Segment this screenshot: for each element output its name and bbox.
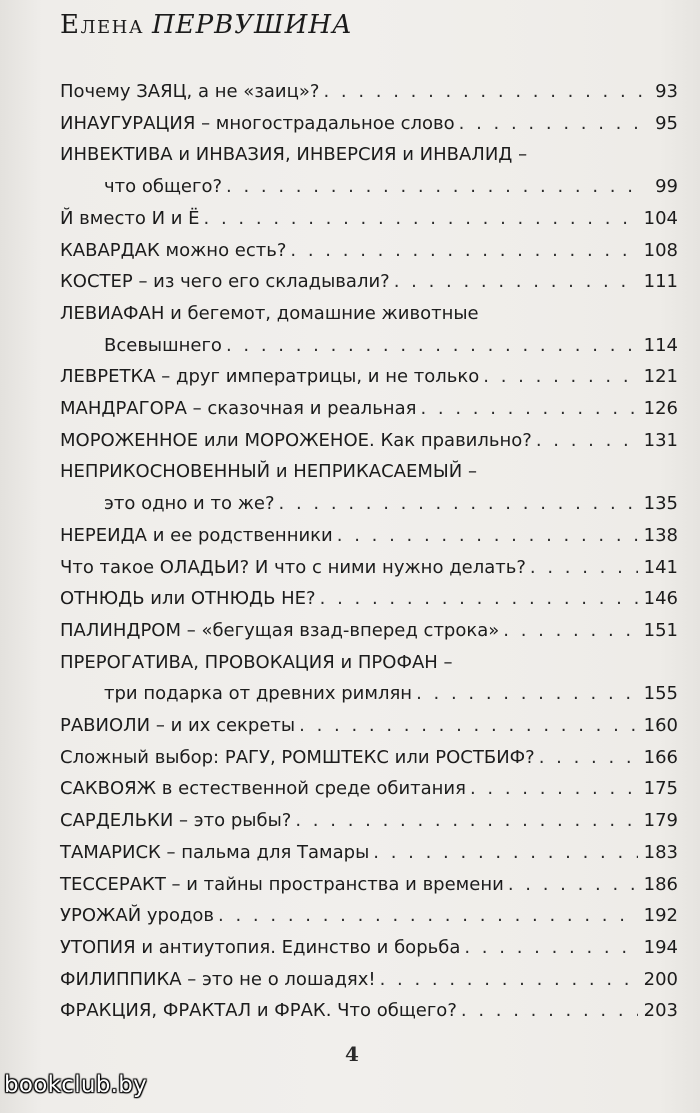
toc-dot-leader [218,900,638,932]
toc-title-line [60,108,678,140]
toc-title-text: Почему ЗАЯЦ, а не «заиц»? [60,81,320,102]
toc-entry [60,647,678,710]
toc-entry [60,266,678,298]
toc-dot-leader [483,361,637,393]
toc-dot-leader [226,330,638,362]
toc-dot-leader [470,773,638,805]
toc-title-line [60,361,678,393]
toc-title-text: Всевышнего [104,334,222,356]
toc-entry [60,552,678,584]
table-of-contents [60,76,678,1027]
toc-title-continuation [60,678,678,710]
toc-dot-leader [508,869,638,901]
toc-page-number: 175 [643,778,678,800]
toc-dot-leader [337,520,638,552]
toc-page-number: 183 [643,841,678,863]
toc-entry [60,456,678,519]
toc-entry [60,139,678,202]
toc-title-text: КАВАРДАК можно есть? [60,239,287,261]
toc-dot-leader [295,805,637,837]
toc-page-number: 99 [655,176,678,198]
toc-title-text: ТЕССЕРАКТ – и тайны пространства и времени [60,873,504,895]
toc-page-number: 200 [643,968,678,990]
toc-title-line [60,266,678,298]
toc-entry [60,837,678,869]
toc-entry [60,108,678,140]
toc-title-text: ИНВЕКТИВА и ИНВАЗИЯ, ИНВЕРСИЯ и ИНВАЛИД – [60,144,528,166]
toc-title-line [60,647,678,679]
toc-title-line [60,393,678,425]
toc-title-text: КОСТЕР – из чего его складывали? [60,271,390,293]
toc-title-line [60,203,678,235]
toc-title-text: три подарка от древних римлян [104,683,413,705]
toc-title-text: МОРОЖЕННОЕ или МОРОЖЕНОЕ. Как правильно? [60,429,532,451]
toc-page-number: 151 [643,619,678,641]
toc-title-line [60,900,678,932]
toc-dot-leader [323,76,642,108]
toc-title-continuation [60,330,678,362]
toc-dot-leader [539,742,638,774]
toc-entry [60,773,678,805]
toc-title-line [60,298,678,330]
toc-entry [60,932,678,964]
toc-title-continuation [60,488,678,520]
toc-page-number: 131 [643,429,678,451]
toc-entry [60,425,678,457]
toc-dot-leader [536,425,638,457]
toc-dot-leader [279,488,638,520]
toc-entry [60,583,678,615]
toc-dot-leader [380,964,638,996]
toc-page-number: 95 [655,112,678,134]
toc-title-line [60,425,678,457]
toc-page-number: 203 [643,1000,678,1022]
toc-page-number: 192 [643,905,678,927]
toc-dot-leader [290,235,637,267]
toc-dot-leader [461,995,638,1027]
toc-title-text: Й вместо И и Ё [60,207,200,229]
toc-title-text: УТОПИЯ и антиутопия. Единство и борьба [60,936,461,958]
toc-title-line [60,552,678,584]
running-head [60,10,353,40]
toc-dot-leader [373,837,637,869]
toc-entry [60,742,678,774]
toc-entry [60,964,678,996]
toc-page-number: 135 [643,493,678,515]
toc-page-number: 166 [643,746,678,768]
toc-entry [60,235,678,267]
toc-title-text: УРОЖАЙ уродов [60,905,215,927]
toc-title-text: это одно и то же? [104,493,275,515]
toc-title-text: НЕРЕИДА и ее родственники [60,524,333,546]
toc-title-line [60,456,678,488]
toc-title-line [60,869,678,901]
toc-title-text: РАВИОЛИ – и их секреты [60,715,296,737]
toc-title-text: НЕПРИКОСНОВЕННЫЙ и НЕПРИКАСАЕМЫЙ – [60,461,477,483]
toc-entry [60,76,678,108]
toc-page-number: 126 [643,398,678,420]
toc-dot-leader [394,266,638,298]
toc-title-text: ТАМАРИСК – пальма для Тамары [60,841,370,863]
toc-page-number: 93 [655,81,678,102]
toc-dot-leader [464,932,637,964]
toc-page-number: 160 [643,715,678,737]
toc-title-line [60,964,678,996]
watermark: bookclub.by [4,1072,148,1098]
toc-entry [60,393,678,425]
toc-page-number: 104 [643,207,678,229]
toc-title-text: ПРЕРОГАТИВА, ПРОВОКАЦИЯ и ПРОФАН – [60,651,453,673]
toc-page-number: 111 [643,271,678,293]
toc-page-number: 138 [643,524,678,546]
toc-title-line [60,773,678,805]
toc-title-text: ЛЕВРЕТКА – друг императрицы, и не только [60,366,480,388]
toc-title-line [60,615,678,647]
toc-title-text: Что такое ОЛАДЬИ? И что с ними нужно делать? [60,556,526,578]
toc-title-line [60,837,678,869]
toc-page-number: 194 [643,936,678,958]
toc-entry [60,520,678,552]
toc-title-line [60,76,678,108]
toc-dot-leader [226,171,642,203]
toc-dot-leader [416,678,638,710]
toc-page-number: 141 [643,556,678,578]
toc-title-text: ИНАУГУРАЦИЯ – многострадальное слово [60,112,455,134]
toc-title-line [60,710,678,742]
page-number: 4 [345,1042,359,1066]
toc-title-text: ФРАКЦИЯ, ФРАКТАЛ и ФРАК. Что общего? [60,1000,457,1022]
toc-page-number: 146 [643,588,678,610]
toc-entry [60,203,678,235]
toc-title-line [60,742,678,774]
toc-dot-leader [320,583,638,615]
toc-title-text: ПАЛИНДРОМ – «бегущая взад-вперед строка» [60,619,500,641]
toc-title-text: ОТНЮДЬ или ОТНЮДЬ НЕ? [60,588,316,610]
toc-page-number: 186 [643,873,678,895]
toc-title-line [60,932,678,964]
author-first-name: Елена [60,10,144,40]
toc-entry [60,361,678,393]
toc-dot-leader [299,710,638,742]
toc-page-number: 179 [643,810,678,832]
toc-title-line [60,139,678,171]
toc-entry [60,710,678,742]
toc-title-line [60,995,678,1027]
toc-entry [60,298,678,361]
toc-title-text: ФИЛИППИКА – это не о лошадях! [60,968,376,990]
toc-title-text: Сложный выбор: РАГУ, РОМШТЕКС или РОСТБИФ? [60,746,535,768]
toc-dot-leader [503,615,637,647]
toc-title-line [60,520,678,552]
toc-title-text: ЛЕВИАФАН и бегемот, домашние животные [60,302,479,324]
toc-entry [60,900,678,932]
toc-page-number: 155 [643,683,678,705]
toc-page-number: 108 [643,239,678,261]
toc-entry [60,869,678,901]
toc-page-number: 121 [643,366,678,388]
toc-dot-leader [459,108,642,140]
toc-title-continuation [60,171,678,203]
toc-dot-leader [420,393,637,425]
toc-title-text: МАНДРАГОРА – сказочная и реальная [60,398,417,420]
toc-entry [60,615,678,647]
toc-title-line [60,805,678,837]
toc-title-text: САКВОЯЖ в естественной среде обитания [60,778,466,800]
toc-title-line [60,583,678,615]
toc-title-text: САРДЕЛЬКИ – это рыбы? [60,810,292,832]
toc-page-number: 114 [643,334,678,356]
toc-entry [60,805,678,837]
toc-dot-leader [204,203,638,235]
toc-title-line [60,235,678,267]
toc-entry [60,995,678,1027]
toc-title-text: что общего? [104,176,223,198]
toc-dot-leader [530,552,638,584]
author-last-name: ПЕРВУШИНА [151,10,353,40]
